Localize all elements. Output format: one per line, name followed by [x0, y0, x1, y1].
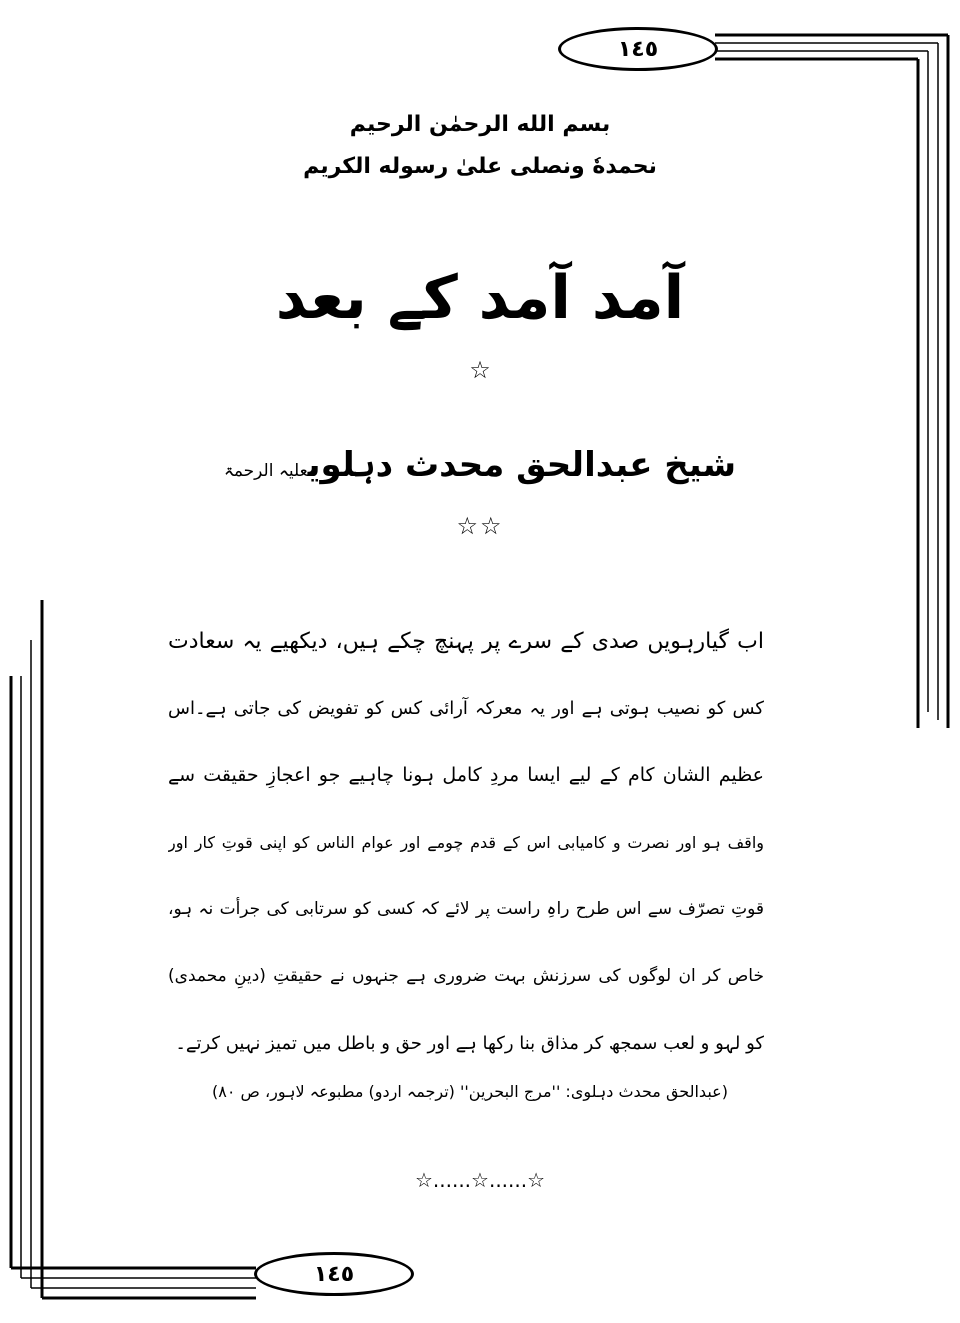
- body-line: قوتِ تصرّف سے اس طرح راہِ راست پر لائے کہ کسی کو سرتابی کی جرأت نہ ہو،: [168, 899, 764, 919]
- author-name: شیخ عبدالحق محدث دہلوی: [307, 445, 737, 485]
- page-number-top: ١٤٥: [558, 27, 718, 71]
- page-number-bottom: ١٤٥: [254, 1252, 414, 1296]
- body-line: خاص کر ان لوگوں کی سرزنش بہت ضروری ہے جنہوں نے حقیقتِ (دینِ محمدی): [168, 966, 764, 986]
- double-star-ornament: ☆☆: [456, 512, 504, 540]
- body-line: کس کو نصیب ہوتی ہے اور یہ معرکہ آرائی کس کو تفویض کی جاتی ہے۔اس: [168, 698, 764, 719]
- body-paragraph: [168, 608, 764, 1077]
- body-line: عظیم الشان کام کے لیے ایسا مردِ کامل ہونا چاہیے جو اعجازِ حقیقت سے: [168, 764, 764, 786]
- page-title: آمد آمد کے بعد: [275, 263, 685, 333]
- author-honorific: علیہ الرحمۃ: [223, 461, 308, 481]
- body-line: واقف ہو اور نصرت و کامیابی اس کے قدم چومے اور عوام الناس کو اپنی قوتِ کار اور: [168, 833, 764, 852]
- body-line: کو لہو و لعب سمجھ کر مذاق بنا رکھا ہے اور حق و باطل میں تمیز نہیں کرتے۔: [175, 1033, 764, 1054]
- author-line: [200, 440, 760, 496]
- salutation: نحمدهٗ ونصلی علیٰ رسوله الکریم: [303, 154, 657, 179]
- body-line: اب گیارہویں صدی کے سرے پر پہنچ چکے ہیں، دیکھیے یہ سعادت: [168, 629, 764, 654]
- end-ornament: ☆......☆......☆: [414, 1168, 546, 1192]
- citation: (عبدالحق محدث دہلوی: ''مرج البحرین'' (ترجمہ اردو) مطبوعہ لاہور، ص ٨٠): [212, 1082, 728, 1101]
- star-ornament: ☆: [469, 356, 491, 384]
- bismillah: بسم الله الرحمٰن الرحیم: [349, 112, 611, 137]
